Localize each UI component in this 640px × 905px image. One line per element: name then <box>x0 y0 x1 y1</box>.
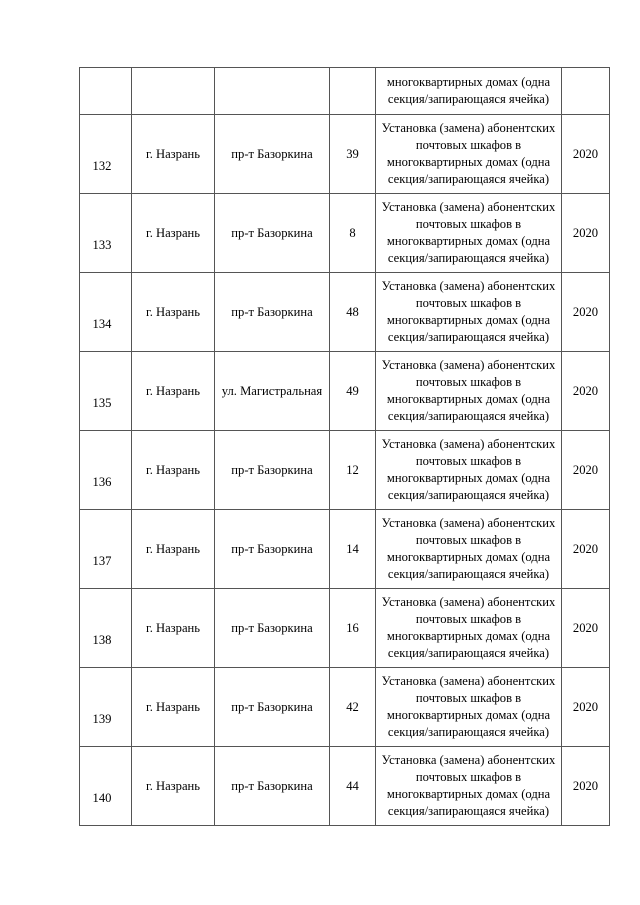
cell-work <box>376 747 562 826</box>
cell-number <box>80 115 132 194</box>
row-number: 135 <box>92 396 112 410</box>
cell-number <box>80 510 132 589</box>
row-number: 137 <box>92 554 112 568</box>
work-text: Установка (замена) абонентских почтовых шкафов в многоквартирных домах (одна секция/запирающаяся ячейка) <box>381 437 556 502</box>
table-row <box>80 115 610 194</box>
work-text: Установка (замена) абонентских почтовых шкафов в многоквартирных домах (одна секция/запирающаяся ячейка) <box>381 358 556 423</box>
cell-year: 2020 <box>562 747 610 826</box>
work-text: Установка (замена) абонентских почтовых шкафов в многоквартирных домах (одна секция/запирающаяся ячейка) <box>381 121 556 186</box>
cell-street: пр-т Базоркина <box>215 589 330 668</box>
cell-house: 42 <box>330 668 376 747</box>
row-number: 136 <box>92 475 112 489</box>
cell-house: 44 <box>330 747 376 826</box>
cell-street: пр-т Базоркина <box>215 668 330 747</box>
cell-work <box>376 68 562 115</box>
work-text: Установка (замена) абонентских почтовых шкафов в многоквартирных домах (одна секция/запирающаяся ячейка) <box>381 753 556 818</box>
cell-street: пр-т Базоркина <box>215 747 330 826</box>
cell-year: 2020 <box>562 510 610 589</box>
work-text: Установка (замена) абонентских почтовых шкафов в многоквартирных домах (одна секция/запирающаяся ячейка) <box>381 595 556 660</box>
cell-city: г. Назрань <box>132 194 215 273</box>
work-text: Установка (замена) абонентских почтовых шкафов в многоквартирных домах (одна секция/запирающаяся ячейка) <box>381 674 556 739</box>
table-row <box>80 194 610 273</box>
row-number: 134 <box>92 317 112 331</box>
table-row <box>80 668 610 747</box>
cell-city: г. Назрань <box>132 352 215 431</box>
cell-year: 2020 <box>562 431 610 510</box>
cell-house: 48 <box>330 273 376 352</box>
cell-number <box>80 273 132 352</box>
cell-work <box>376 510 562 589</box>
table-row <box>80 510 610 589</box>
cell-year <box>562 68 610 115</box>
data-table <box>79 67 610 826</box>
cell-number <box>80 194 132 273</box>
cell-city: г. Назрань <box>132 589 215 668</box>
cell-city: г. Назрань <box>132 510 215 589</box>
cell-number <box>80 68 132 115</box>
cell-street: пр-т Базоркина <box>215 431 330 510</box>
row-number: 132 <box>92 159 112 173</box>
row-number: 138 <box>92 633 112 647</box>
cell-street: пр-т Базоркина <box>215 510 330 589</box>
cell-number <box>80 431 132 510</box>
cell-city: г. Назрань <box>132 115 215 194</box>
row-number: 139 <box>92 712 112 726</box>
cell-street: ул. Магистральная <box>215 352 330 431</box>
cell-house: 49 <box>330 352 376 431</box>
work-text: Установка (замена) абонентских почтовых шкафов в многоквартирных домах (одна секция/запирающаяся ячейка) <box>381 279 556 344</box>
cell-street <box>215 68 330 115</box>
table-row-continuation <box>80 68 610 115</box>
cell-work <box>376 352 562 431</box>
cell-street: пр-т Базоркина <box>215 194 330 273</box>
cell-year: 2020 <box>562 589 610 668</box>
cell-number <box>80 668 132 747</box>
cell-city: г. Назрань <box>132 431 215 510</box>
cell-street: пр-т Базоркина <box>215 273 330 352</box>
cell-year: 2020 <box>562 115 610 194</box>
cell-work <box>376 194 562 273</box>
cell-house <box>330 68 376 115</box>
table-row <box>80 352 610 431</box>
cell-work <box>376 431 562 510</box>
cell-year: 2020 <box>562 352 610 431</box>
table-row <box>80 431 610 510</box>
cell-number <box>80 747 132 826</box>
cell-number <box>80 352 132 431</box>
cell-year: 2020 <box>562 273 610 352</box>
cell-work <box>376 668 562 747</box>
work-text: Установка (замена) абонентских почтовых шкафов в многоквартирных домах (одна секция/запирающаяся ячейка) <box>381 516 556 581</box>
cell-house: 8 <box>330 194 376 273</box>
cell-year: 2020 <box>562 194 610 273</box>
cell-city: г. Назрань <box>132 747 215 826</box>
table-row <box>80 747 610 826</box>
cell-work <box>376 589 562 668</box>
cell-street: пр-т Базоркина <box>215 115 330 194</box>
table-body <box>80 68 610 826</box>
table-row <box>80 273 610 352</box>
row-number: 133 <box>92 238 112 252</box>
cell-city: г. Назрань <box>132 273 215 352</box>
cell-year: 2020 <box>562 668 610 747</box>
table-row <box>80 589 610 668</box>
row-number: 140 <box>92 791 112 805</box>
cell-house: 39 <box>330 115 376 194</box>
work-text: Установка (замена) абонентских почтовых шкафов в многоквартирных домах (одна секция/запирающаяся ячейка) <box>381 200 556 265</box>
cell-city: г. Назрань <box>132 668 215 747</box>
cell-work <box>376 115 562 194</box>
cell-number <box>80 589 132 668</box>
cell-work <box>376 273 562 352</box>
cell-house: 12 <box>330 431 376 510</box>
cell-house: 14 <box>330 510 376 589</box>
cell-city <box>132 68 215 115</box>
cell-house: 16 <box>330 589 376 668</box>
work-text: многоквартирных домах (одна секция/запирающаяся ячейка) <box>386 75 551 106</box>
